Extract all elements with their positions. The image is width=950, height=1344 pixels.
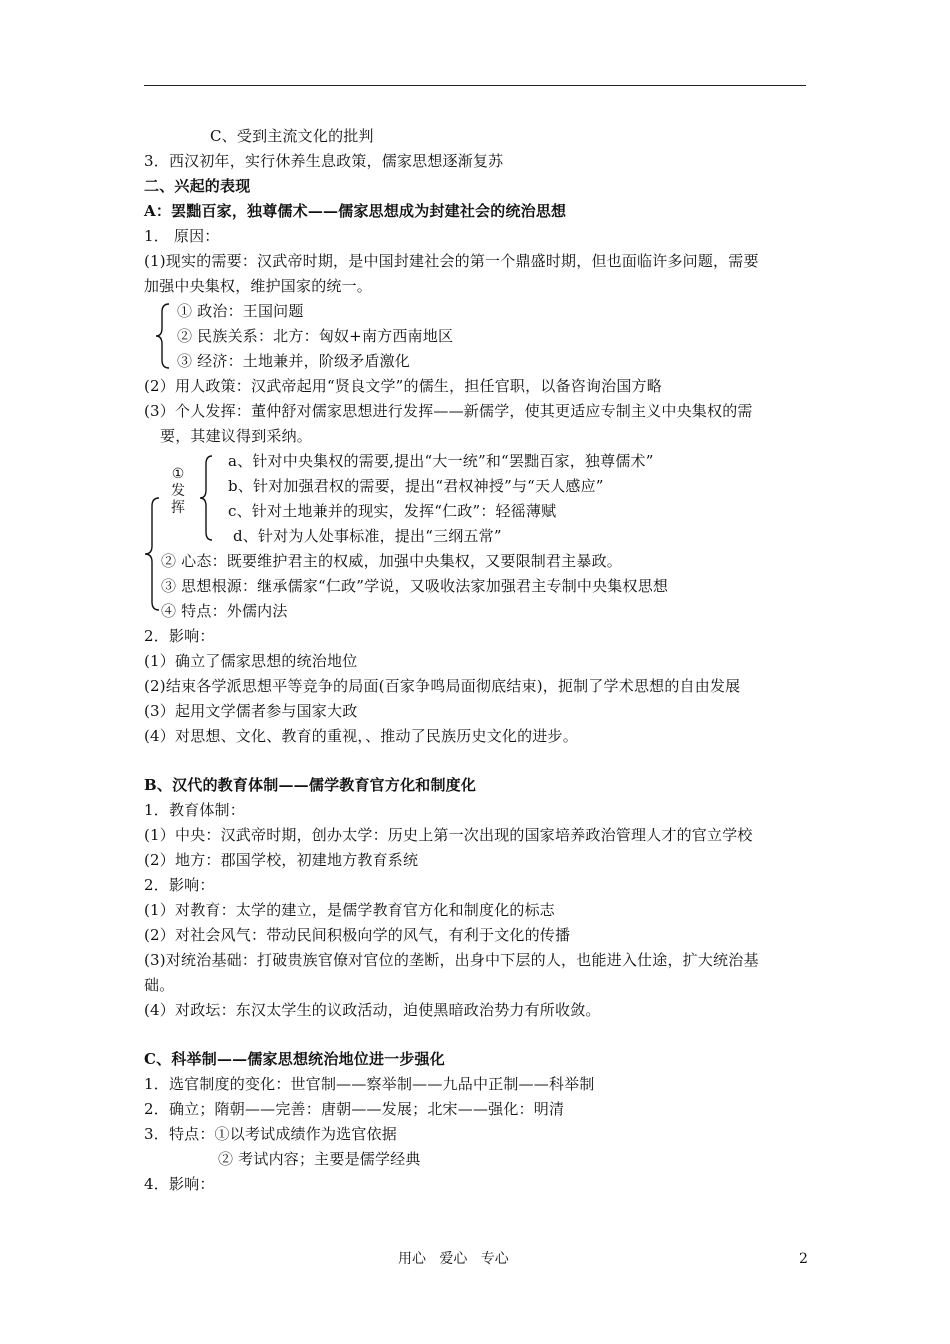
- list-item: c、针对土地兼并的现实，发挥“仁政”：轻徭薄赋: [228, 502, 557, 520]
- text-line: (2）对社会风气：带动民间积极向学的风气，有利于文化的传播: [144, 926, 571, 944]
- text-line: (3）个人发挥：董仲舒对儒家思想进行发挥——新儒学，使其更适应专制主义中央集权的需: [144, 402, 753, 420]
- list-item: ② 民族关系：北方：匈奴+南方西南地区: [177, 327, 454, 345]
- left-brace-icon: [153, 300, 173, 372]
- list-item: a、针对中央集权的需要,提出“大一统”和“罢黜百家，独尊儒术”: [228, 452, 654, 470]
- text-line: (4）对政坛：东汉太学生的议政活动，迫使黑暗政治势力有所收敛。: [144, 1001, 601, 1019]
- text-line: ② 考试内容；主要是儒学经典: [218, 1150, 421, 1168]
- section-heading: 二、兴起的表现: [144, 177, 251, 195]
- outer-brace-icon: [140, 494, 162, 616]
- header-rule: [144, 85, 806, 86]
- list-item: ④ 特点：外儒内法: [161, 602, 288, 620]
- text-line: 1．选官制度的变化：世官制——察举制——九品中正制——科举制: [144, 1075, 595, 1093]
- text-line: (1）对教育：太学的建立，是儒学教育官方化和制度化的标志: [144, 901, 555, 919]
- list-item: d、针对为人处事标准，提出“三纲五常”: [233, 527, 502, 545]
- text-line: 2．确立；隋朝——完善：唐朝——发展；北宋——强化：明清: [144, 1100, 565, 1118]
- text-line: 2．影响：: [144, 876, 215, 894]
- footer-motto: 用心 爱心 专心: [398, 1251, 509, 1267]
- text-line: (1）确立了儒家思想的统治地位: [144, 652, 358, 670]
- text-line: 础。: [144, 976, 175, 994]
- list-item: ③ 思想根源：继承儒家“仁政”学说，又吸收法家加强君主专制中央集权思想: [161, 577, 669, 595]
- subsection-heading: B、汉代的教育体制——儒学教育官方化和制度化: [144, 776, 477, 794]
- text-line: 4．影响：: [144, 1175, 215, 1193]
- subsection-heading: A：罢黜百家，独尊儒术——儒家思想成为封建社会的统治思想: [144, 202, 567, 220]
- text-line: (2）用人政策：汉武帝起用“贤良文学”的儒生，担任官职，以备咨询治国方略: [144, 377, 662, 395]
- text-line: 3．西汉初年，实行休养生息政策，儒家思想逐渐复苏: [144, 152, 504, 170]
- text-line: (4）对思想、文化、教育的重视，、推动了民族历史文化的进步。: [144, 727, 578, 745]
- list-item: ② 心态：既要维护君主的权威，加强中央集权，又要限制君主暴政。: [161, 552, 622, 570]
- text-line: (1）中央：汉武帝时期，创办太学：历史上第一次出现的国家培养政治管理人才的官立学校: [144, 826, 753, 844]
- page-number: 2: [799, 1251, 808, 1267]
- text-line: 2．影响：: [144, 627, 215, 645]
- vertical-label: ① 发 挥: [171, 466, 185, 516]
- text-line: C、受到主流文化的批判: [210, 127, 374, 145]
- inner-brace-icon: [196, 452, 216, 544]
- text-line: 3．特点：①以考试成绩作为选官依据: [144, 1125, 397, 1143]
- text-line: (3)对统治基础：打破贵族官僚对官位的垄断，出身中下层的人，也能进入仕途，扩大统治基: [144, 951, 759, 969]
- list-item: b、针对加强君权的需要，提出“君权神授”与“天人感应”: [228, 477, 604, 495]
- text-line: (1)现实的需要：汉武帝时期，是中国封建社会的第一个鼎盛时期，但也面临许多问题，需要: [144, 252, 759, 270]
- text-line: 1． 原因：: [144, 227, 220, 245]
- text-line: (2)结束各学派思想平等竞争的局面(百家争鸣局面彻底结束)，扼制了学术思想的自由发展: [144, 677, 741, 695]
- text-line: (3）起用文学儒者参与国家大政: [144, 702, 358, 720]
- list-item: ③ 经济：土地兼并，阶级矛盾激化: [177, 352, 410, 370]
- list-item: ① 政治：王国问题: [177, 302, 304, 320]
- text-line: 要，其建议得到采纳。: [160, 427, 313, 445]
- text-line: 加强中央集权，维护国家的统一。: [144, 277, 373, 295]
- subsection-heading: C、科举制——儒家思想统治地位进一步强化: [144, 1050, 445, 1068]
- text-line: (2）地方：郡国学校，初建地方教育系统: [144, 851, 419, 869]
- text-line: 1．教育体制：: [144, 801, 245, 819]
